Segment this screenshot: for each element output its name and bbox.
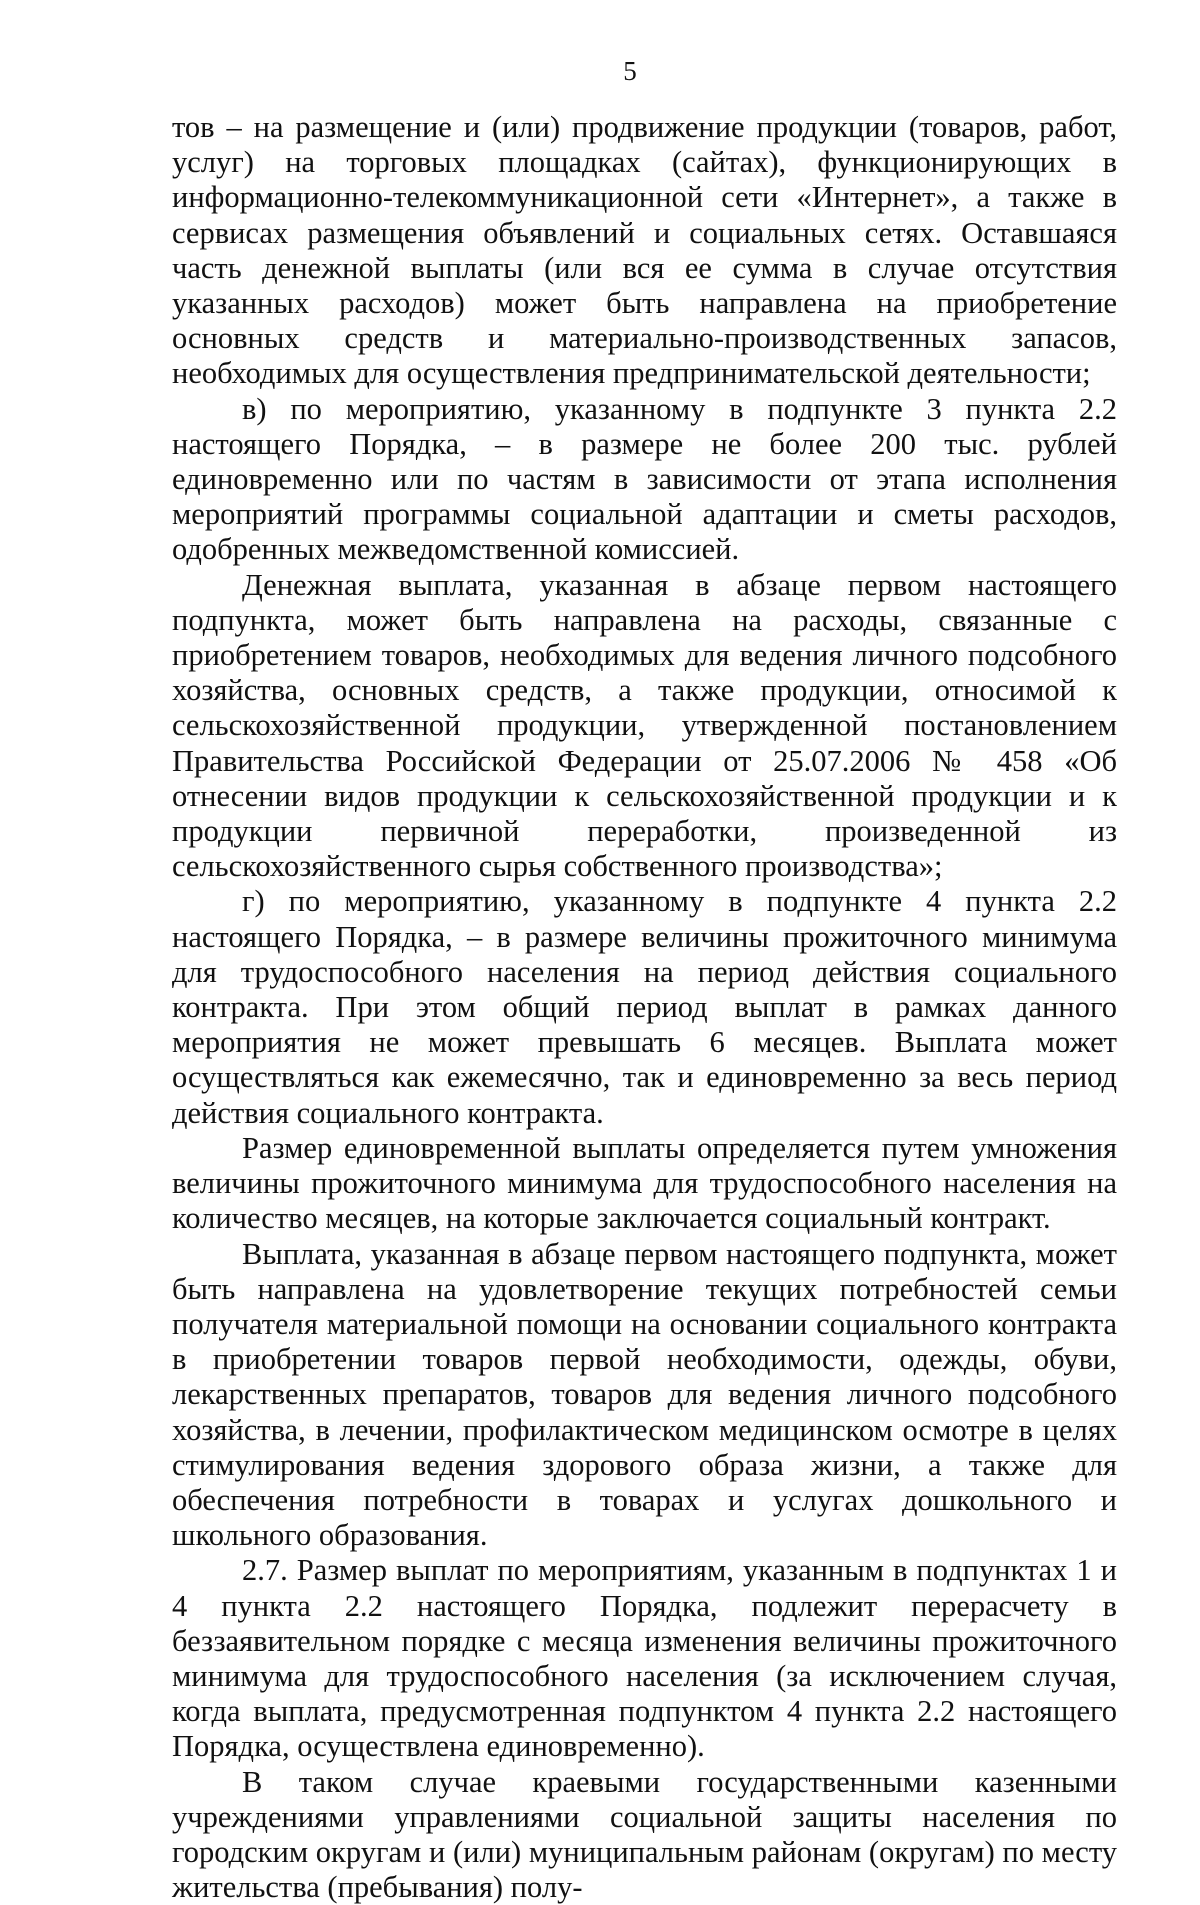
paragraph: В таком случае краевыми государственными казенными учреждениями управлениями социальной защиты населения по городским округам и (или) муниципальным районам (округам) по месту жительства (пребывания) полу- [172, 1764, 1117, 1905]
paragraph: Выплата, указанная в абзаце первом настоящего подпункта, может быть направлена на удовлетворение текущих потребностей семьи получателя материальной помощи на основании социального контракта в приобретении товаров первой необходимости, одежды, обуви, лекарственных препаратов, товаров для ведения личного подсобного хозяйства, в лечении, профилактическом медицинском осмотре в целях стимулирования ведения здорового образа жизни, а также для обеспечения потребности в товарах и услугах дошкольного и школьного образования. [172, 1236, 1117, 1553]
document-body [172, 110, 1117, 1905]
paragraph: 2.7. Размер выплат по мероприятиям, указанным в подпунктах 1 и 4 пункта 2.2 настоящего Порядка, подлежит перерасчету в беззаявительном порядке с месяца изменения величины прожиточного минимума для трудоспособного населения (за исключением случая, когда выплата, предусмотренная подпунктом 4 пункта 2.2 настоящего Порядка, осуществлена единовременно). [172, 1553, 1117, 1764]
paragraph: Денежная выплата, указанная в абзаце первом настоящего подпункта, может быть направлена на расходы, связанные с приобретением товаров, необходимых для ведения личного подсобного хозяйства, основных средств, а также продукции, относимой к сельскохозяйственной продукции, утвержденной постановлением Правительства Российской Федерации от 25.07.2006 № 458 «Об отнесении видов продукции к сельскохозяйственной продукции и к продукции первичной переработки, произведенной из сельскохозяйственного сырья собственного производства»; [172, 567, 1117, 884]
paragraph: г) по мероприятию, указанному в подпункте 4 пункта 2.2 настоящего Порядка, – в размере величины прожиточного минимума для трудоспособного населения на период действия социального контракта. При этом общий период выплат в рамках данного мероприятия не может превышать 6 месяцев. Выплата может осуществляться как ежемесячно, так и единовременно за весь период действия социального контракта. [172, 884, 1117, 1130]
page-number: 5 [623, 56, 637, 86]
paragraph: в) по мероприятию, указанному в подпункте 3 пункта 2.2 настоящего Порядка, – в размере не более 200 тыс. рублей единовременно или по частям в зависимости от этапа исполнения мероприятий программы социальной адаптации и сметы расходов, одобренных межведомственной комиссией. [172, 391, 1117, 567]
paragraph: тов – на размещение и (или) продвижение продукции (товаров, работ, услуг) на торговых площадках (сайтах), функционирующих в информационно-телекоммуникационной сети «Интернет», а также в сервисах размещения объявлений и социальных сетях. Оставшаяся часть денежной выплаты (или вся ее сумма в случае отсутствия указанных расходов) может быть направлена на приобретение основных средств и материально-производственных запасов, необходимых для осуществления предпринимательской деятельности; [172, 110, 1117, 391]
paragraph: Размер единовременной выплаты определяется путем умножения величины прожиточного минимума для трудоспособного населения на количество месяцев, на которые заключается социальный контракт. [172, 1130, 1117, 1236]
